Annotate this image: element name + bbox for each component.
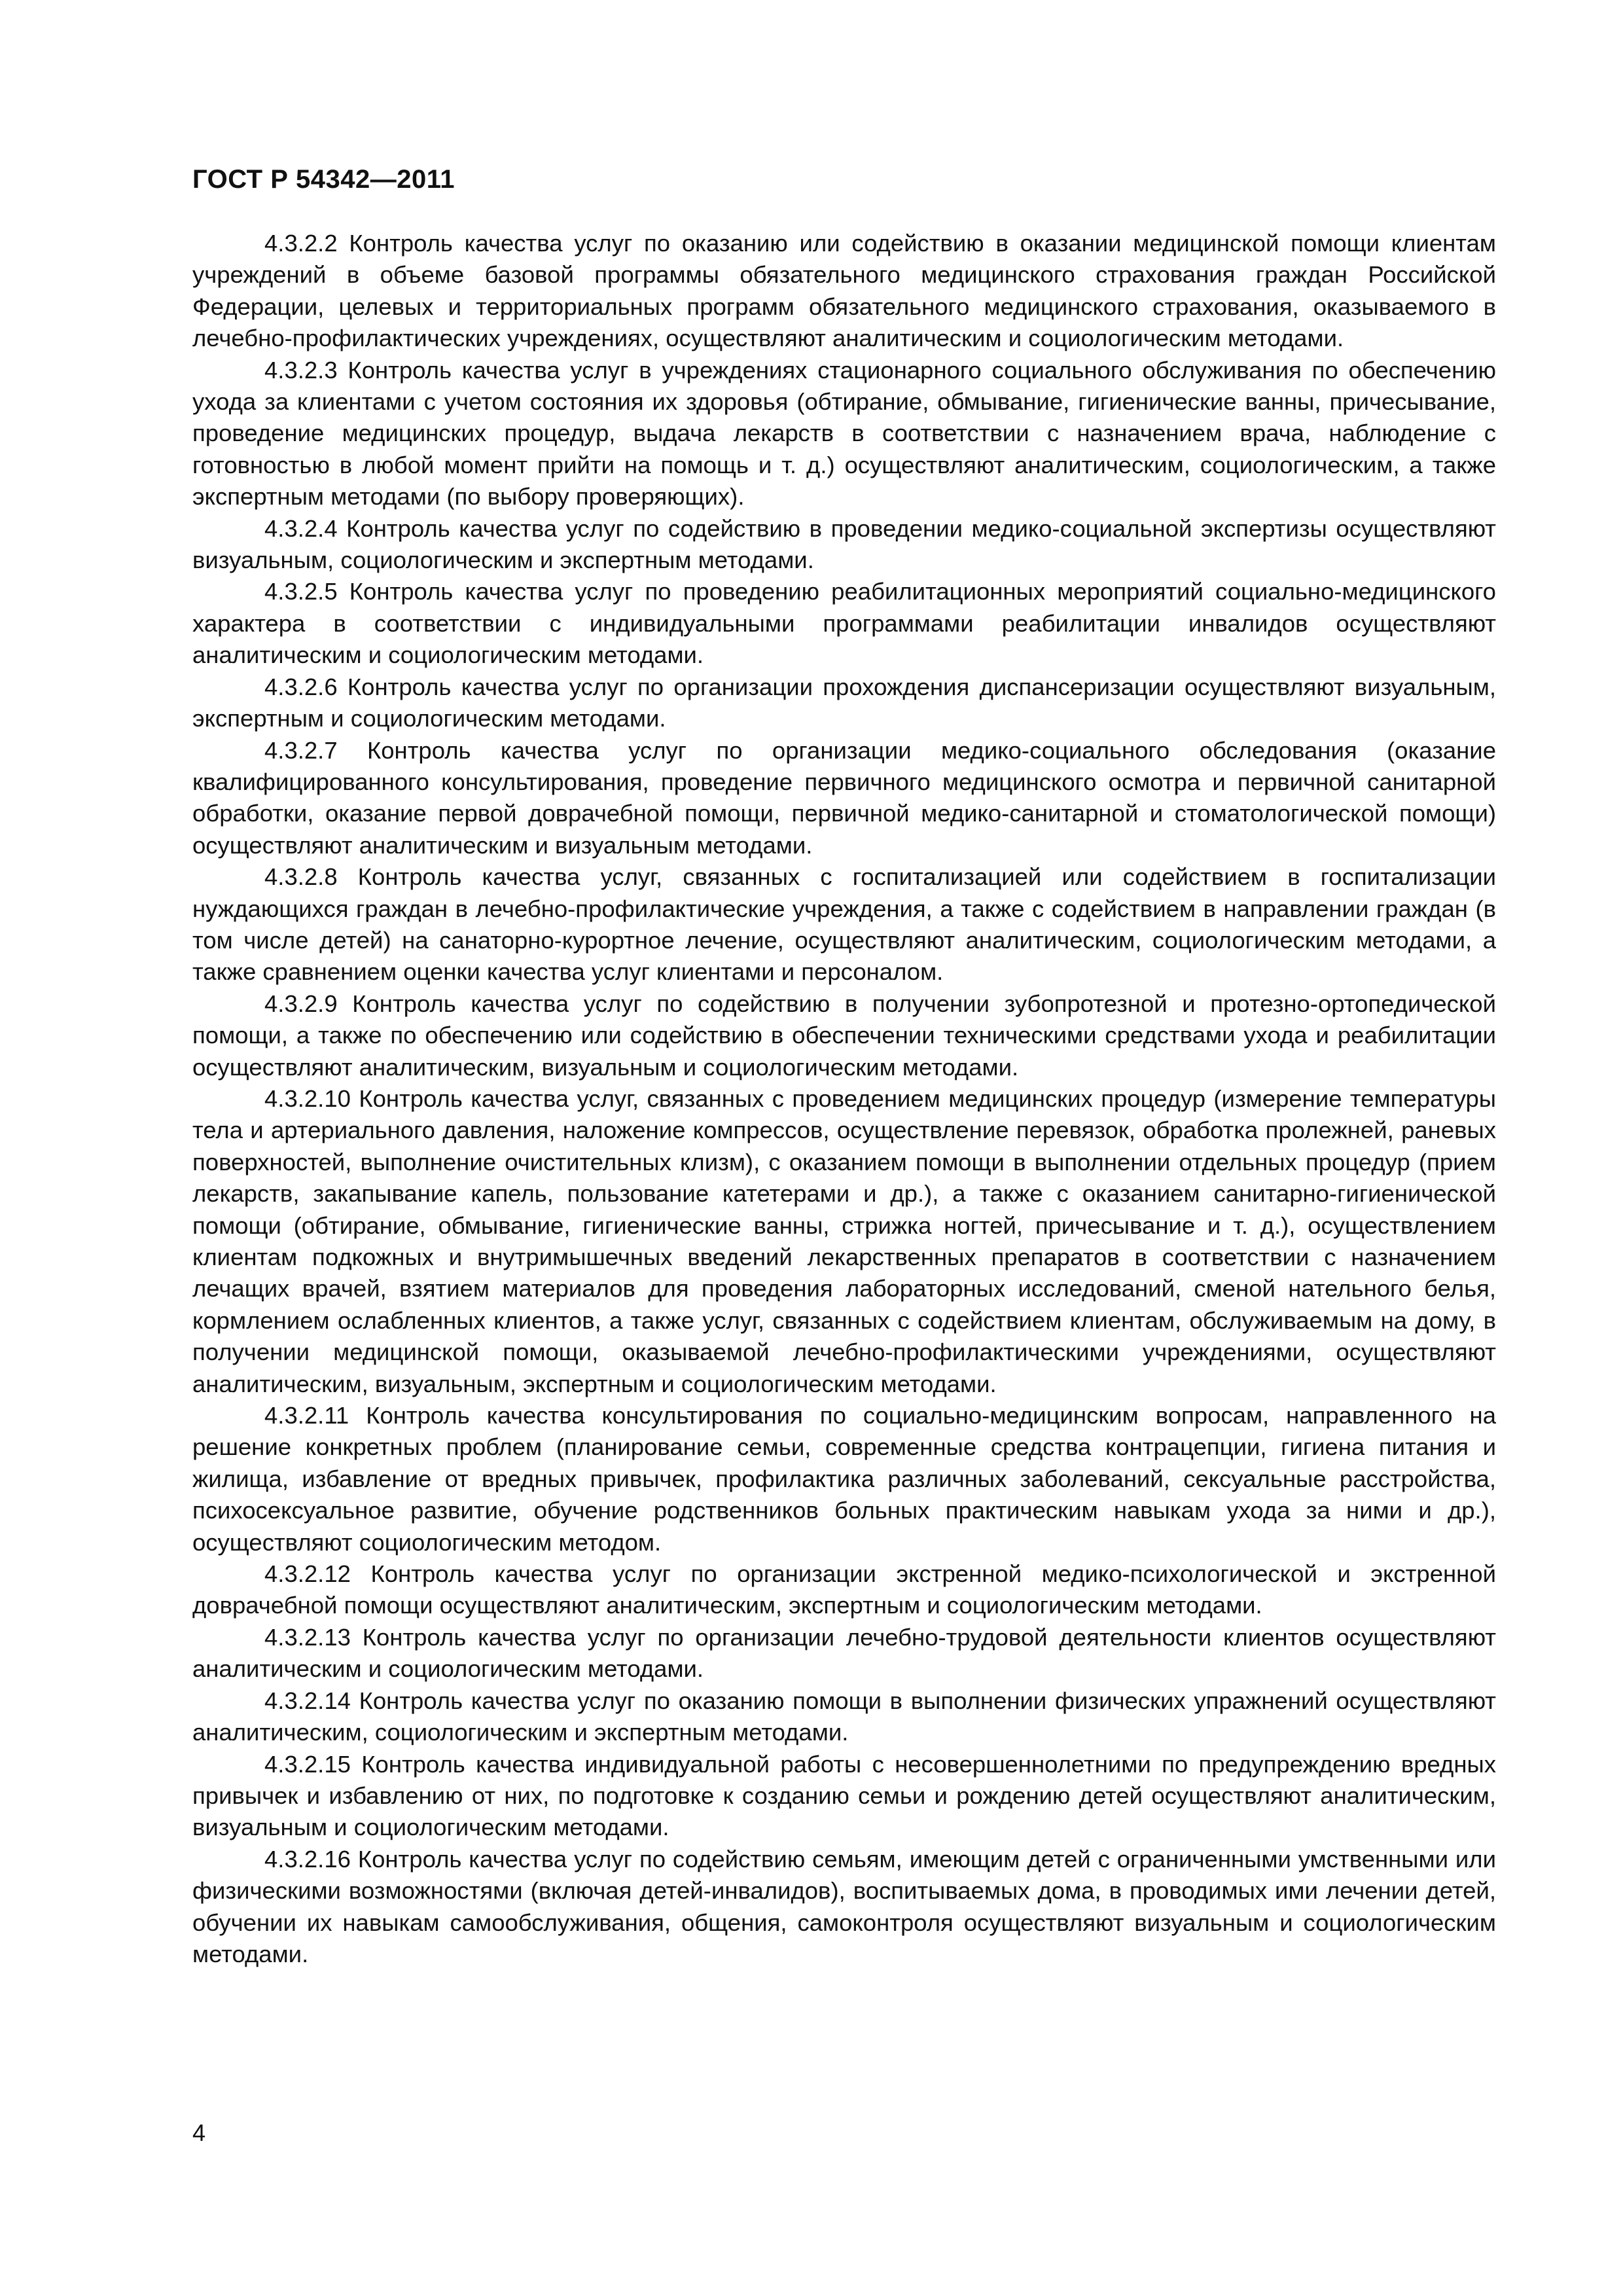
clause-4-3-2-14: 4.3.2.14 Контроль качества услуг по оказанию помощи в выполнении физических упражнений осуществляют аналитическим, социологическим и экспертным методами.: [192, 1687, 1496, 1746]
clause-4-3-2-8: 4.3.2.8 Контроль качества услуг, связанных с госпитализацией или содействием в госпитализации нуждающихся граждан в лечебно-профилактические учреждения, а также с содействием в направлении граждан (в том числе детей) на санаторно-курортное лечение, осуществляют аналитическим, социологическим методами, а также сравнением оценки качества услуг клиентами и персоналом.: [192, 863, 1496, 986]
document-header-code: ГОСТ Р 54342—2011: [192, 165, 455, 194]
clause-4-3-2-11: 4.3.2.11 Контроль качества консультирования по социально-медицинским вопросам, направленного на решение конкретных проблем (планирование семьи, современные средства контрацепции, гигиена питания и жилища, избавление от вредных привычек, профилактика различных заболеваний, сексуальные расстройства, психосексуальное развитие, обучение родственников больных практическим навыкам ухода за ними и др.), осуществляют социологическим методом.: [192, 1402, 1496, 1556]
clause-4-3-2-13: 4.3.2.13 Контроль качества услуг по организации лечебно-трудовой деятельности клиентов осуществляют аналитическим и социологическим методами.: [192, 1623, 1496, 1683]
clause-4-3-2-4: 4.3.2.4 Контроль качества услуг по содействию в проведении медико-социальной экспертизы осуществляют визуальным, социологическим и экспертным методами.: [192, 514, 1496, 574]
clause-4-3-2-9: 4.3.2.9 Контроль качества услуг по содействию в получении зубопротезной и протезно-ортопедической помощи, а также по обеспечению или содействию в обеспечении техническими средствами ухода и реабилитации осуществляют аналитическим, визуальным и социологическим методами.: [192, 990, 1496, 1081]
document-body: [192, 228, 1496, 1970]
clause-4-3-2-5: 4.3.2.5 Контроль качества услуг по проведению реабилитационных мероприятий социально-медицинского характера в соответствии с индивидуальными программами реабилитации инвалидов осуществляют аналитическим и социологическим методами.: [192, 578, 1496, 669]
clause-4-3-2-15: 4.3.2.15 Контроль качества индивидуальной работы с несовершеннолетними по предупреждению вредных привычек и избавлению от них, по подготовке к созданию семьи и рождению детей осуществляют аналитическим, визуальным и социологическим методами.: [192, 1750, 1496, 1841]
clause-4-3-2-2: 4.3.2.2 Контроль качества услуг по оказанию или содействию в оказании медицинской помощи клиентам учреждений в объеме базовой программы обязательного медицинского страхования граждан Российской Федерации, целевых и территориальных программ обязательного медицинского страхования, оказываемого в лечебно-профилактических учреждениях, осуществляют аналитическим и социологическим методами.: [192, 230, 1496, 352]
clause-4-3-2-3: 4.3.2.3 Контроль качества услуг в учреждениях стационарного социального обслуживания по обеспечению ухода за клиентами с учетом состояния их здоровья (обтирание, обмывание, гигиенические ванны, причесывание, проведение медицинских процедур, выдача лекарств в соответствии с назначением врача, наблюдение с готовностью в любой момент прийти на помощь и т. д.) осуществляют аналитическим, социологическим, а также экспертным методами (по выбору проверяющих).: [192, 356, 1496, 511]
clause-4-3-2-6: 4.3.2.6 Контроль качества услуг по организации прохождения диспансеризации осуществляют визуальным, экспертным и социологическим методами.: [192, 673, 1496, 732]
clause-4-3-2-7: 4.3.2.7 Контроль качества услуг по организации медико-социального обследования (оказание квалифицированного консультирования, проведение первичного медицинского осмотра и первичной санитарной обработки, оказание первой доврачебной помощи, первичной медико-санитарной и стоматологической помощи) осуществляют аналитическим и визуальным методами.: [192, 736, 1496, 859]
clause-4-3-2-12: 4.3.2.12 Контроль качества услуг по организации экстренной медико-психологической и экстренной доврачебной помощи осуществляют аналитическим, экспертным и социологическим методами.: [192, 1560, 1496, 1619]
clause-4-3-2-10: 4.3.2.10 Контроль качества услуг, связанных с проведением медицинских процедур (измерение температуры тела и артериального давления, наложение компрессов, осуществление перевязок, обработка пролежней, раневых поверхностей, выполнение очистительных клизм), с оказанием помощи в выполнении отдельных процедур (прием лекарств, закапывание капель, пользование катетерами и др.), а также с оказанием санитарно-гигиенической помощи (обтирание, обмывание, гигиенические ванны, стрижка ногтей, причесывание и т. д.), осуществлением клиентам подкожных и внутримышечных введений лекарственных препаратов в соответствии с назначением лечащих врачей, взятием материалов для проведения лабораторных исследований, сменой нательного белья, кормлением ослабленных клиентов, а также услуг, связанных с содействием клиентам, обслуживаемым на дому, в получении медицинской помощи, оказываемой лечебно-профилактическими учреждениями, осуществляют аналитическим, визуальным, экспертным и социологическим методами.: [192, 1085, 1496, 1397]
clause-4-3-2-16: 4.3.2.16 Контроль качества услуг по содействию семьям, имеющим детей с ограниченными умственными или физическими возможностями (включая детей-инвалидов), воспитываемых дома, в проводимых ими лечении детей, обучении их навыкам самообслуживания, общения, самоконтроля осуществляют визуальным и социологическим методами.: [192, 1845, 1496, 1967]
page-number: 4: [192, 2119, 206, 2146]
